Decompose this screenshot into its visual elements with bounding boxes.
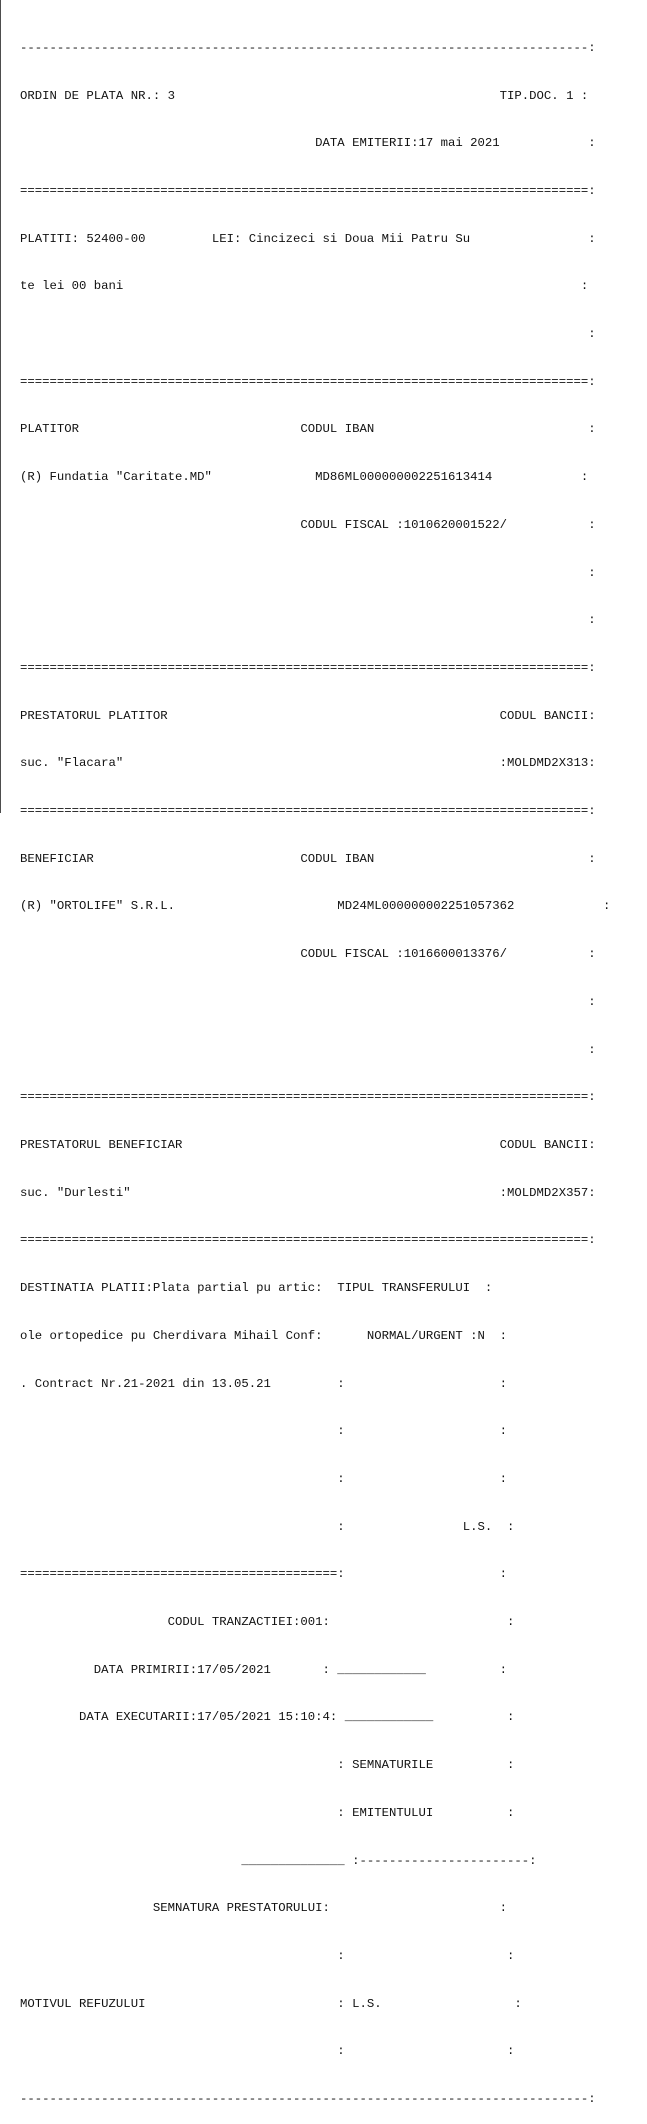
amount-line: PLATITI: 52400-00 LEI: Cincizeci si Doua Mii Patru Su : <box>20 231 596 246</box>
payer-name-iban-line: (R) Fundatia "Caritate.MD" MD86ML000000002251613414 : <box>20 470 589 485</box>
top-rule: -----------------------------------------------------------------------------: <box>20 40 596 55</box>
bottom-rule: -----------------------------------------------------------------------------: <box>20 2092 596 2107</box>
payment-purpose-line: ole ortopedice pu Cherdivara Mihail Conf: NORMAL/URGENT :N : <box>20 1328 508 1343</box>
separator: ===========================================: : <box>20 1567 508 1582</box>
payer-fiscal-code-line: CODUL FISCAL :1010620001522/ : <box>20 517 596 532</box>
issue-date-line: DATA EMITERII:17 mai 2021 : <box>20 136 596 151</box>
stamp-line: : L.S. : <box>20 1519 515 1534</box>
separator: =============================================================================: <box>20 660 596 675</box>
payment-purpose-line: . Contract Nr.21-2021 din 13.05.21 : : <box>20 1376 508 1391</box>
beneficiary-bank-header-line: PRESTATORUL BENEFICIAR CODUL BANCII: <box>20 1137 596 1152</box>
beneficiary-bank-line: suc. "Durlesti" :MOLDMD2X357: <box>20 1185 596 1200</box>
separator: =============================================================================: <box>20 1233 596 1248</box>
payment-order-document <box>20 9 640 2124</box>
issuer-signatures-line: : SEMNATURILE : <box>20 1758 515 1773</box>
blank-line: : <box>20 613 596 628</box>
signature-rule-line: ______________ :-----------------------: <box>20 1853 537 1868</box>
execution-date-line: DATA EXECUTARII:17/05/2021 15:10:4: ____________ : <box>20 1710 515 1725</box>
amount-words-line: te lei 00 bani : <box>20 279 589 294</box>
separator: =============================================================================: <box>20 804 596 819</box>
payer-header-line: PLATITOR CODUL IBAN : <box>20 422 596 437</box>
blank-line: : : <box>20 1471 508 1486</box>
beneficiary-name-iban-line: (R) "ORTOLIFE" S.R.L. MD24ML000000002251057362 : <box>20 899 611 914</box>
order-number-line: ORDIN DE PLATA NR.: 3 TIP.DOC. 1 : <box>20 88 589 103</box>
separator: =============================================================================: <box>20 183 596 198</box>
separator: =============================================================================: <box>20 374 596 389</box>
blank-line: : : <box>20 1424 508 1439</box>
blank-line: : <box>20 565 596 580</box>
refusal-reason-line: MOTIVUL REFUZULUI : L.S. : <box>20 1996 522 2011</box>
blank-line: : : <box>20 1948 515 1963</box>
payer-bank-line: suc. "Flacara" :MOLDMD2X313: <box>20 756 596 771</box>
blank-line: : : <box>20 2044 515 2059</box>
payment-purpose-line: DESTINATIA PLATII:Plata partial pu artic: TIPUL TRANSFERULUI : <box>20 1281 493 1296</box>
payer-bank-header-line: PRESTATORUL PLATITOR CODUL BANCII: <box>20 708 596 723</box>
blank-line: : <box>20 1042 596 1057</box>
blank-line: : <box>20 994 596 1009</box>
beneficiary-fiscal-code-line: CODUL FISCAL :1016600013376/ : <box>20 947 596 962</box>
left-border <box>0 0 1 813</box>
blank-line: : <box>20 327 596 342</box>
transaction-code-line: CODUL TRANZACTIEI:001: : <box>20 1615 515 1630</box>
issuer-signatures-line: : EMITENTULUI : <box>20 1805 515 1820</box>
provider-signature-line: SEMNATURA PRESTATORULUI: : <box>20 1901 508 1916</box>
received-date-line: DATA PRIMIRII:17/05/2021 : ____________ : <box>20 1662 508 1677</box>
separator: =============================================================================: <box>20 1090 596 1105</box>
beneficiary-header-line: BENEFICIAR CODUL IBAN : <box>20 851 596 866</box>
